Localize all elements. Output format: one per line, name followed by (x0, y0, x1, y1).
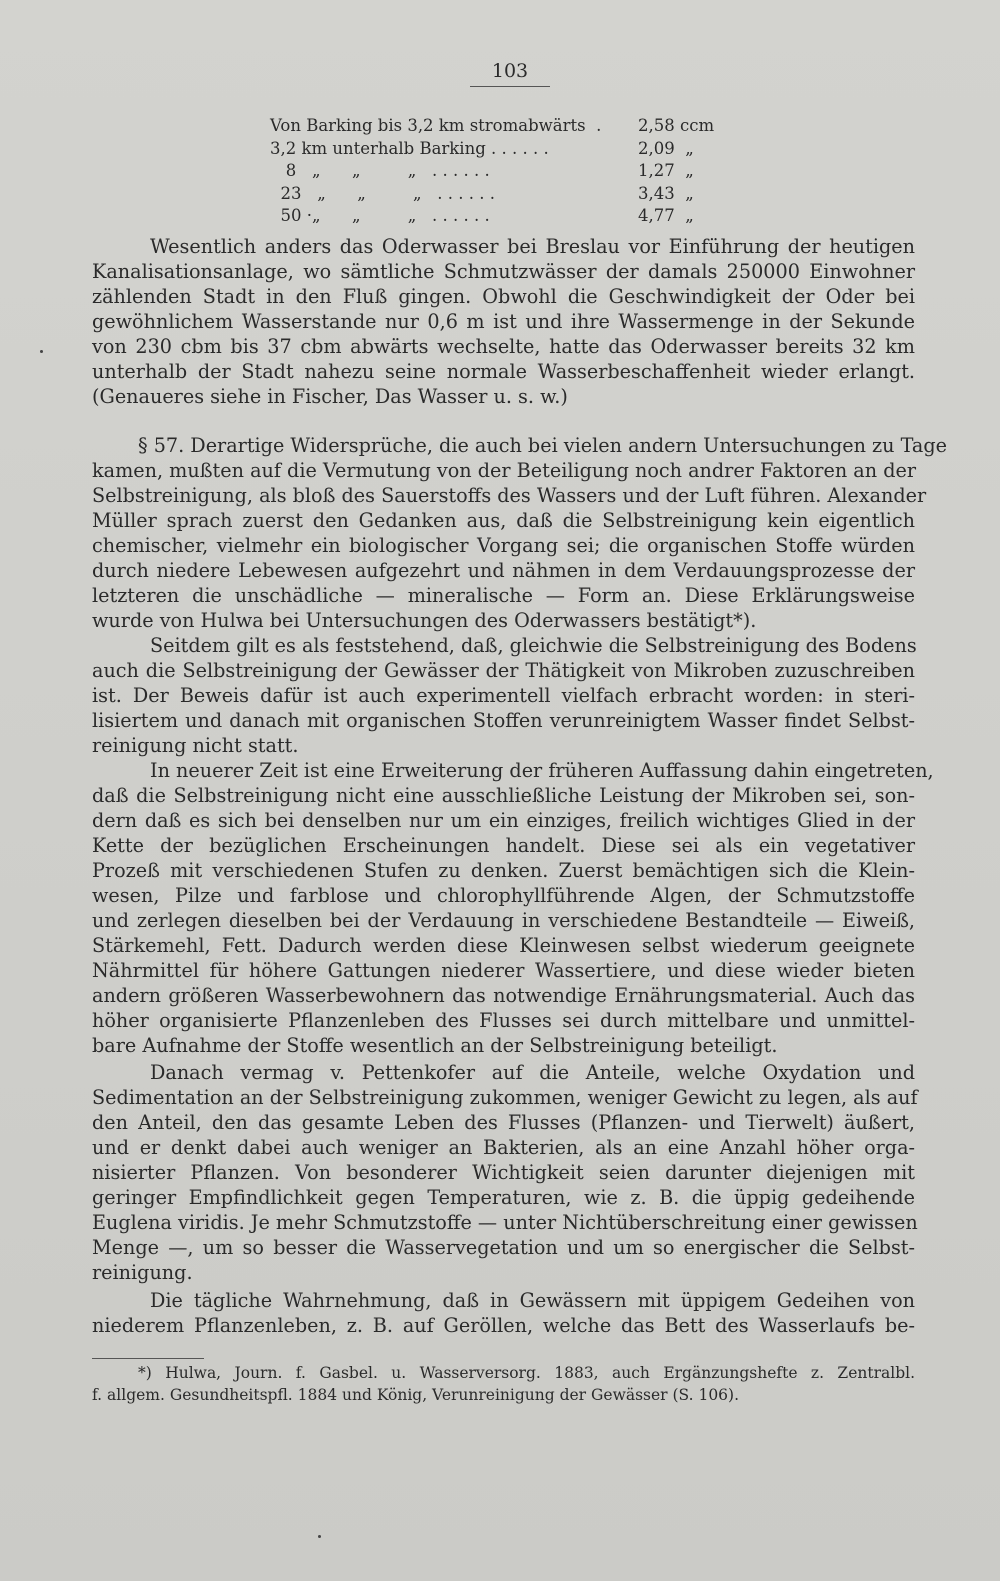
paragraph-oderwasser (92, 234, 915, 409)
text-line: (Genaueres siehe in Fischer, Das Wasser u. s. w.) (92, 385, 568, 408)
text-line: letzteren die unschädliche — mineralische — Form an. Diese Erklärungsweise (92, 584, 915, 607)
row-label: 3,2 km unterhalb Barking . . . . . . (270, 138, 549, 158)
table-row (270, 115, 730, 138)
text-line: nisierter Pflanzen. Von besonderer Wichtigkeit seien darunter diejenigen mit (92, 1161, 915, 1184)
text-line: wurde von Hulwa bei Untersuchungen des Oderwassers bestätigt*). (92, 609, 757, 632)
text-line: wesen, Pilze und farblose und chlorophyllführende Algen, der Schmutzstoffe (92, 884, 915, 907)
text-line: § 57. Derartige Widersprüche, die auch bei vielen andern Untersuchungen zu Tage (138, 434, 947, 457)
text-line: höher organisierte Pflanzenleben des Flusses sei durch mittelbare und unmittel- (92, 1009, 915, 1032)
footnote (92, 1362, 915, 1406)
scan-speck (318, 1535, 321, 1538)
table-row (270, 160, 730, 183)
text-line: Seitdem gilt es als feststehend, daß, gleichwie die Selbstreinigung des Bodens (150, 634, 917, 657)
scan-speck (40, 350, 43, 353)
text-line: Sedimentation an der Selbstreinigung zukommen, weniger Gewicht zu legen, als auf (92, 1086, 918, 1109)
text-line: Die tägliche Wahrnehmung, daß in Gewässern mit üppigem Gedeihen von (150, 1289, 915, 1312)
row-value: 2,58 ccm (638, 116, 715, 135)
text-line: Kanalisationsanlage, wo sämtliche Schmutzwässer der damals 250000 Einwohner (92, 260, 915, 283)
text-line: dern daß es sich bei denselben nur um ein einziges, freilich wichtiges Glied in der (92, 809, 915, 832)
row-label: 8 „ „ „ . . . . . . (270, 161, 490, 180)
measurement-table (270, 115, 730, 228)
text-line: andern größeren Wasserbewohnern das notwendige Ernährungsmaterial. Auch das (92, 984, 915, 1007)
text-line: reinigung nicht statt. (92, 734, 299, 757)
page-number: 103 (470, 60, 550, 87)
text-line: kamen, mußten auf die Vermutung von der Beteiligung noch andrer Faktoren an der (92, 459, 917, 482)
paragraph-mikroben (92, 633, 915, 758)
text-line: den Anteil, den das gesamte Leben des Flusses (Pflanzen- und Tierwelt) äußert, (92, 1111, 915, 1134)
row-label: 23 „ „ „ . . . . . . (270, 183, 495, 203)
text-line: Wesentlich anders das Oderwasser bei Breslau vor Einführung der heutigen (150, 235, 915, 258)
paragraph-wahrnehmung (92, 1288, 915, 1338)
row-label: Von Barking bis 3,2 km stromabwärts . (270, 116, 602, 135)
row-value: 4,77 „ (638, 206, 694, 225)
text-line: von 230 cbm bis 37 cbm abwärts wechselte, hatte das Oderwasser bereits 32 km (92, 335, 915, 358)
text-line: Euglena viridis. Je mehr Schmutzstoffe — unter Nichtüberschreitung einer gewissen (92, 1211, 918, 1234)
text-line: gewöhnlichem Wasserstande nur 0,6 m ist und ihre Wassermenge in der Sekunde (92, 310, 915, 333)
text-line: daß die Selbstreinigung nicht eine ausschließliche Leistung der Mikroben sei, son- (92, 784, 915, 807)
paragraph-section-57 (92, 433, 947, 633)
text-line: Kette der bezüglichen Erscheinungen handelt. Diese sei als ein vegetativer (92, 834, 915, 857)
text-line: ist. Der Beweis dafür ist auch experimentell vielfach erbracht worden: in steri- (92, 684, 915, 707)
table-row (270, 183, 730, 206)
text-line: durch niedere Lebewesen aufgezehrt und nähmen in dem Verdauungsprozesse der (92, 559, 915, 582)
paragraph-pettenkofer (92, 1060, 918, 1285)
text-line: chemischer, vielmehr ein biologischer Vorgang sei; die organischen Stoffe würden (92, 534, 915, 557)
text-line: reinigung. (92, 1261, 193, 1284)
text-line: und er denkt dabei auch weniger an Bakterien, als an eine Anzahl höher orga- (92, 1136, 915, 1159)
paragraph-erweiterung (92, 758, 934, 1058)
text-line: bare Aufnahme der Stoffe wesentlich an der Selbstreinigung beteiligt. (92, 1034, 778, 1057)
text-line: und zerlegen dieselben bei der Verdauung in verschiedene Bestandteile — Eiweiß, (92, 909, 915, 932)
text-line: unterhalb der Stadt nahezu seine normale Wasserbeschaffenheit wieder erlangt. (92, 360, 915, 383)
text-line: Nährmittel für höhere Gattungen niederer Wassertiere, und diese wieder bieten (92, 959, 915, 982)
text-line: lisiertem und danach mit organischen Stoffen verunreinigtem Wasser findet Selbst- (92, 709, 915, 732)
table-row (270, 205, 730, 228)
text-line: Menge —, um so besser die Wasservegetation und um so energischer die Selbst- (92, 1236, 915, 1259)
text-line: niederem Pflanzenleben, z. B. auf Geröllen, welche das Bett des Wasserlaufs be- (92, 1314, 915, 1337)
footnote-line: f. allgem. Gesundheitspfl. 1884 und König, Verunreinigung der Gewässer (S. 106). (92, 1386, 740, 1404)
footnote-divider (92, 1358, 204, 1359)
text-line: Selbstreinigung, als bloß des Sauerstoffs des Wassers und der Luft führen. Alexander (92, 484, 927, 507)
table-row (270, 138, 730, 161)
row-label: 50 ·„ „ „ . . . . . . (270, 206, 490, 225)
text-line: auch die Selbstreinigung der Gewässer der Thätigkeit von Mikroben zuzuschreiben (92, 659, 915, 682)
text-line: Danach vermag v. Pettenkofer auf die Anteile, welche Oxydation und (150, 1061, 915, 1084)
text-line: Müller sprach zuerst den Gedanken aus, daß die Selbstreinigung kein eigentlich (92, 509, 915, 532)
row-value: 2,09 „ (638, 138, 694, 158)
text-line: zählenden Stadt in den Fluß gingen. Obwohl die Geschwindigkeit der Oder bei (92, 285, 915, 308)
footnote-line: *) Hulwa, Journ. f. Gasbel. u. Wasserversorg. 1883, auch Ergänzungshefte z. Zentralbl. (138, 1364, 915, 1382)
text-line: Stärkemehl, Fett. Dadurch werden diese Kleinwesen selbst wiederum geeignete (92, 934, 915, 957)
text-line: geringer Empfindlichkeit gegen Temperaturen, wie z. B. die üppig gedeihende (92, 1186, 915, 1209)
text-line: In neuerer Zeit ist eine Erweiterung der früheren Auffassung dahin eingetreten, (150, 759, 934, 782)
row-value: 3,43 „ (638, 183, 694, 203)
row-value: 1,27 „ (638, 161, 694, 180)
text-line: Prozeß mit verschiedenen Stufen zu denken. Zuerst bemächtigen sich die Klein- (92, 859, 915, 882)
